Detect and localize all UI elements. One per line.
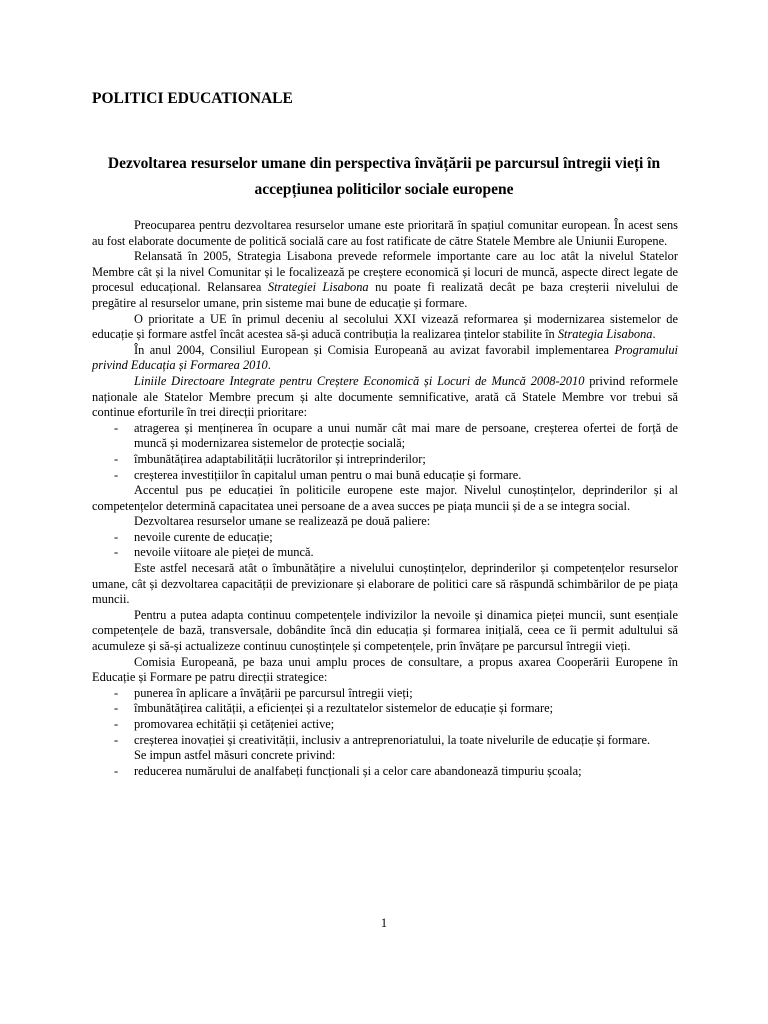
list-item	[92, 530, 678, 546]
list-item-text: punerea în aplicare a învățării pe parcursul întregii vieți;	[134, 685, 413, 700]
paragraph	[92, 374, 678, 421]
bullet-list-measures	[92, 764, 678, 780]
dash-bullet: -	[114, 451, 119, 466]
list-item	[92, 764, 678, 780]
list-item-text: îmbunătățirea calității, a eficienței și a rezultatelor sistemelor de educație și formare;	[134, 701, 554, 716]
paragraph	[92, 312, 678, 343]
paragraph-text: O prioritate a UE în primul deceniu al secolului XXI vizează reformarea și modernizarea sistemelor de educație și formare astfel încât acestea să-și aducă contribuția la realizarea țintelor stabilite în	[92, 311, 678, 342]
bullet-list-directions	[92, 421, 678, 483]
paragraph: Accentul pus pe educației în politicile europene este major. Nivelul cunoștințelor, deprinderilor și al competențelor determină capacitatea unei persoane de a avea succes pe piața muncii și de a se integra social.	[92, 483, 678, 513]
paragraph: Se impun astfel măsuri concrete privind:	[134, 748, 336, 763]
list-item	[92, 701, 678, 717]
bullet-list-levels	[92, 530, 678, 561]
paragraph-emphasis: Liniile Directoare Integrate pentru Creștere Economică și Locuri de Muncă 2008-2010	[134, 373, 585, 388]
dash-bullet: -	[114, 685, 119, 700]
list-item-text: îmbunătățirea adaptabilității lucrătorilor și intreprinderilor;	[134, 451, 426, 466]
list-item-text: nevoile curente de educație;	[134, 529, 273, 544]
paragraph-emphasis: Programului privind Educația și Formarea 2010	[92, 342, 678, 373]
paragraph-text: Relansată în 2005, Strategia Lisabona prevede reformele importante care au loc atât la nivelul Statelor Membre cât și la nivel Comunitar și le focalizează pe creștere economică și locuri de muncă, aspecte direct legate de procesul educațional. Relansarea	[92, 249, 678, 295]
paragraph: Este astfel necesară atât o îmbunătățire a nivelului cunoștințelor, deprinderilor și competențelor resurselor umane, cât și dezvoltarea capacității de previzionare și elaborare de politici care să răspundă schimbărilor de pe piața muncii.	[92, 561, 678, 607]
dash-bullet: -	[114, 701, 119, 716]
paragraph	[92, 249, 678, 311]
dash-bullet: -	[114, 467, 119, 482]
list-item	[92, 733, 678, 749]
dash-bullet: -	[114, 763, 119, 778]
list-item	[92, 545, 678, 561]
document-body	[92, 218, 678, 779]
dash-bullet: -	[114, 420, 119, 435]
dash-bullet: -	[114, 732, 119, 747]
list-item-text: atragerea și menținerea în ocupare a unui număr cât mai mare de persoane, creșterea ofertei de forță de muncă și modernizarea sistemelor de protecție socială;	[134, 420, 678, 451]
paragraph-text: privind reformele naționale ale Statelor Membre precum și alte documente semnificative, arată că Statele Membre vor trebui să continue eforturile în trei direcții prioritare:	[92, 373, 678, 420]
paragraph	[92, 343, 678, 374]
list-item-text: reducerea numărului de analfabeți funcționali și a celor care abandonează timpuriu școala;	[134, 763, 582, 778]
paragraph-text: nu poate fi realizată decât pe baza creșterii nivelului de pregătire al resurselor umane, prin sisteme mai bune de educație și formare.	[92, 280, 678, 310]
paragraph: Comisia Europeană, pe baza unui amplu proces de consultare, a propus axarea Cooperării Europene în Educație și Formare pe patru direcții strategice:	[92, 654, 678, 685]
list-item-text: nevoile viitoare ale pieței de muncă.	[134, 545, 314, 560]
dash-bullet: -	[114, 717, 119, 731]
dash-bullet: -	[114, 545, 119, 560]
paragraph-text: În anul 2004, Consiliul European și Comisia Europeană au avizat favorabil implementarea	[134, 342, 615, 357]
list-item	[92, 717, 678, 733]
list-item	[92, 468, 678, 484]
document-heading: POLITICI EDUCATIONALE	[92, 90, 293, 107]
list-item	[92, 421, 678, 452]
list-item-text: creșterea inovației și creativității, inclusiv a antreprenoriatului, la toate nivelurile de educație și formare.	[134, 732, 651, 747]
paragraph: Pentru a putea adapta continuu competențele indivizilor la nevoile și dinamica pieței muncii, sunt esențiale competențele de bază, transversale, dobândite încă din educația și formarea inițială, ceea ce îi permit adultului să acumuleze și să-și actualizeze continuu cunoștințele și competențele, prin învățare pe parcursul întregii vieți.	[92, 607, 678, 654]
document-subtitle: Dezvoltarea resurselor umane din perspectiva învățării pe parcursul întregii vieți în accepțiunea politicilor sociale europene	[107, 155, 661, 198]
paragraph: Dezvoltarea resurselor umane se realizează pe două paliere:	[134, 514, 431, 529]
list-item-text: promovarea echității și cetățeniei active;	[134, 717, 335, 731]
paragraph-emphasis: Strategiei Lisabona	[267, 280, 369, 295]
dash-bullet: -	[114, 529, 119, 544]
paragraph: Preocuparea pentru dezvoltarea resurselor umane este prioritară în spațiul comunitar european. În acest sens au fost elaborate documente de politică socială care au fost ratificate de către Statele Membre ale Uniunii Europene.	[92, 218, 678, 248]
list-item	[92, 452, 678, 468]
list-item	[92, 686, 678, 702]
paragraph-text: .	[652, 327, 656, 342]
paragraph-emphasis: Strategia Lisabona	[557, 327, 653, 342]
list-item-text: creșterea investițiilor în capitalul uman pentru o mai bună educație și formare.	[134, 467, 522, 482]
bullet-list-strategic-directions	[92, 686, 678, 748]
paragraph-text: .	[267, 358, 271, 373]
page-number: 1	[380, 916, 388, 930]
